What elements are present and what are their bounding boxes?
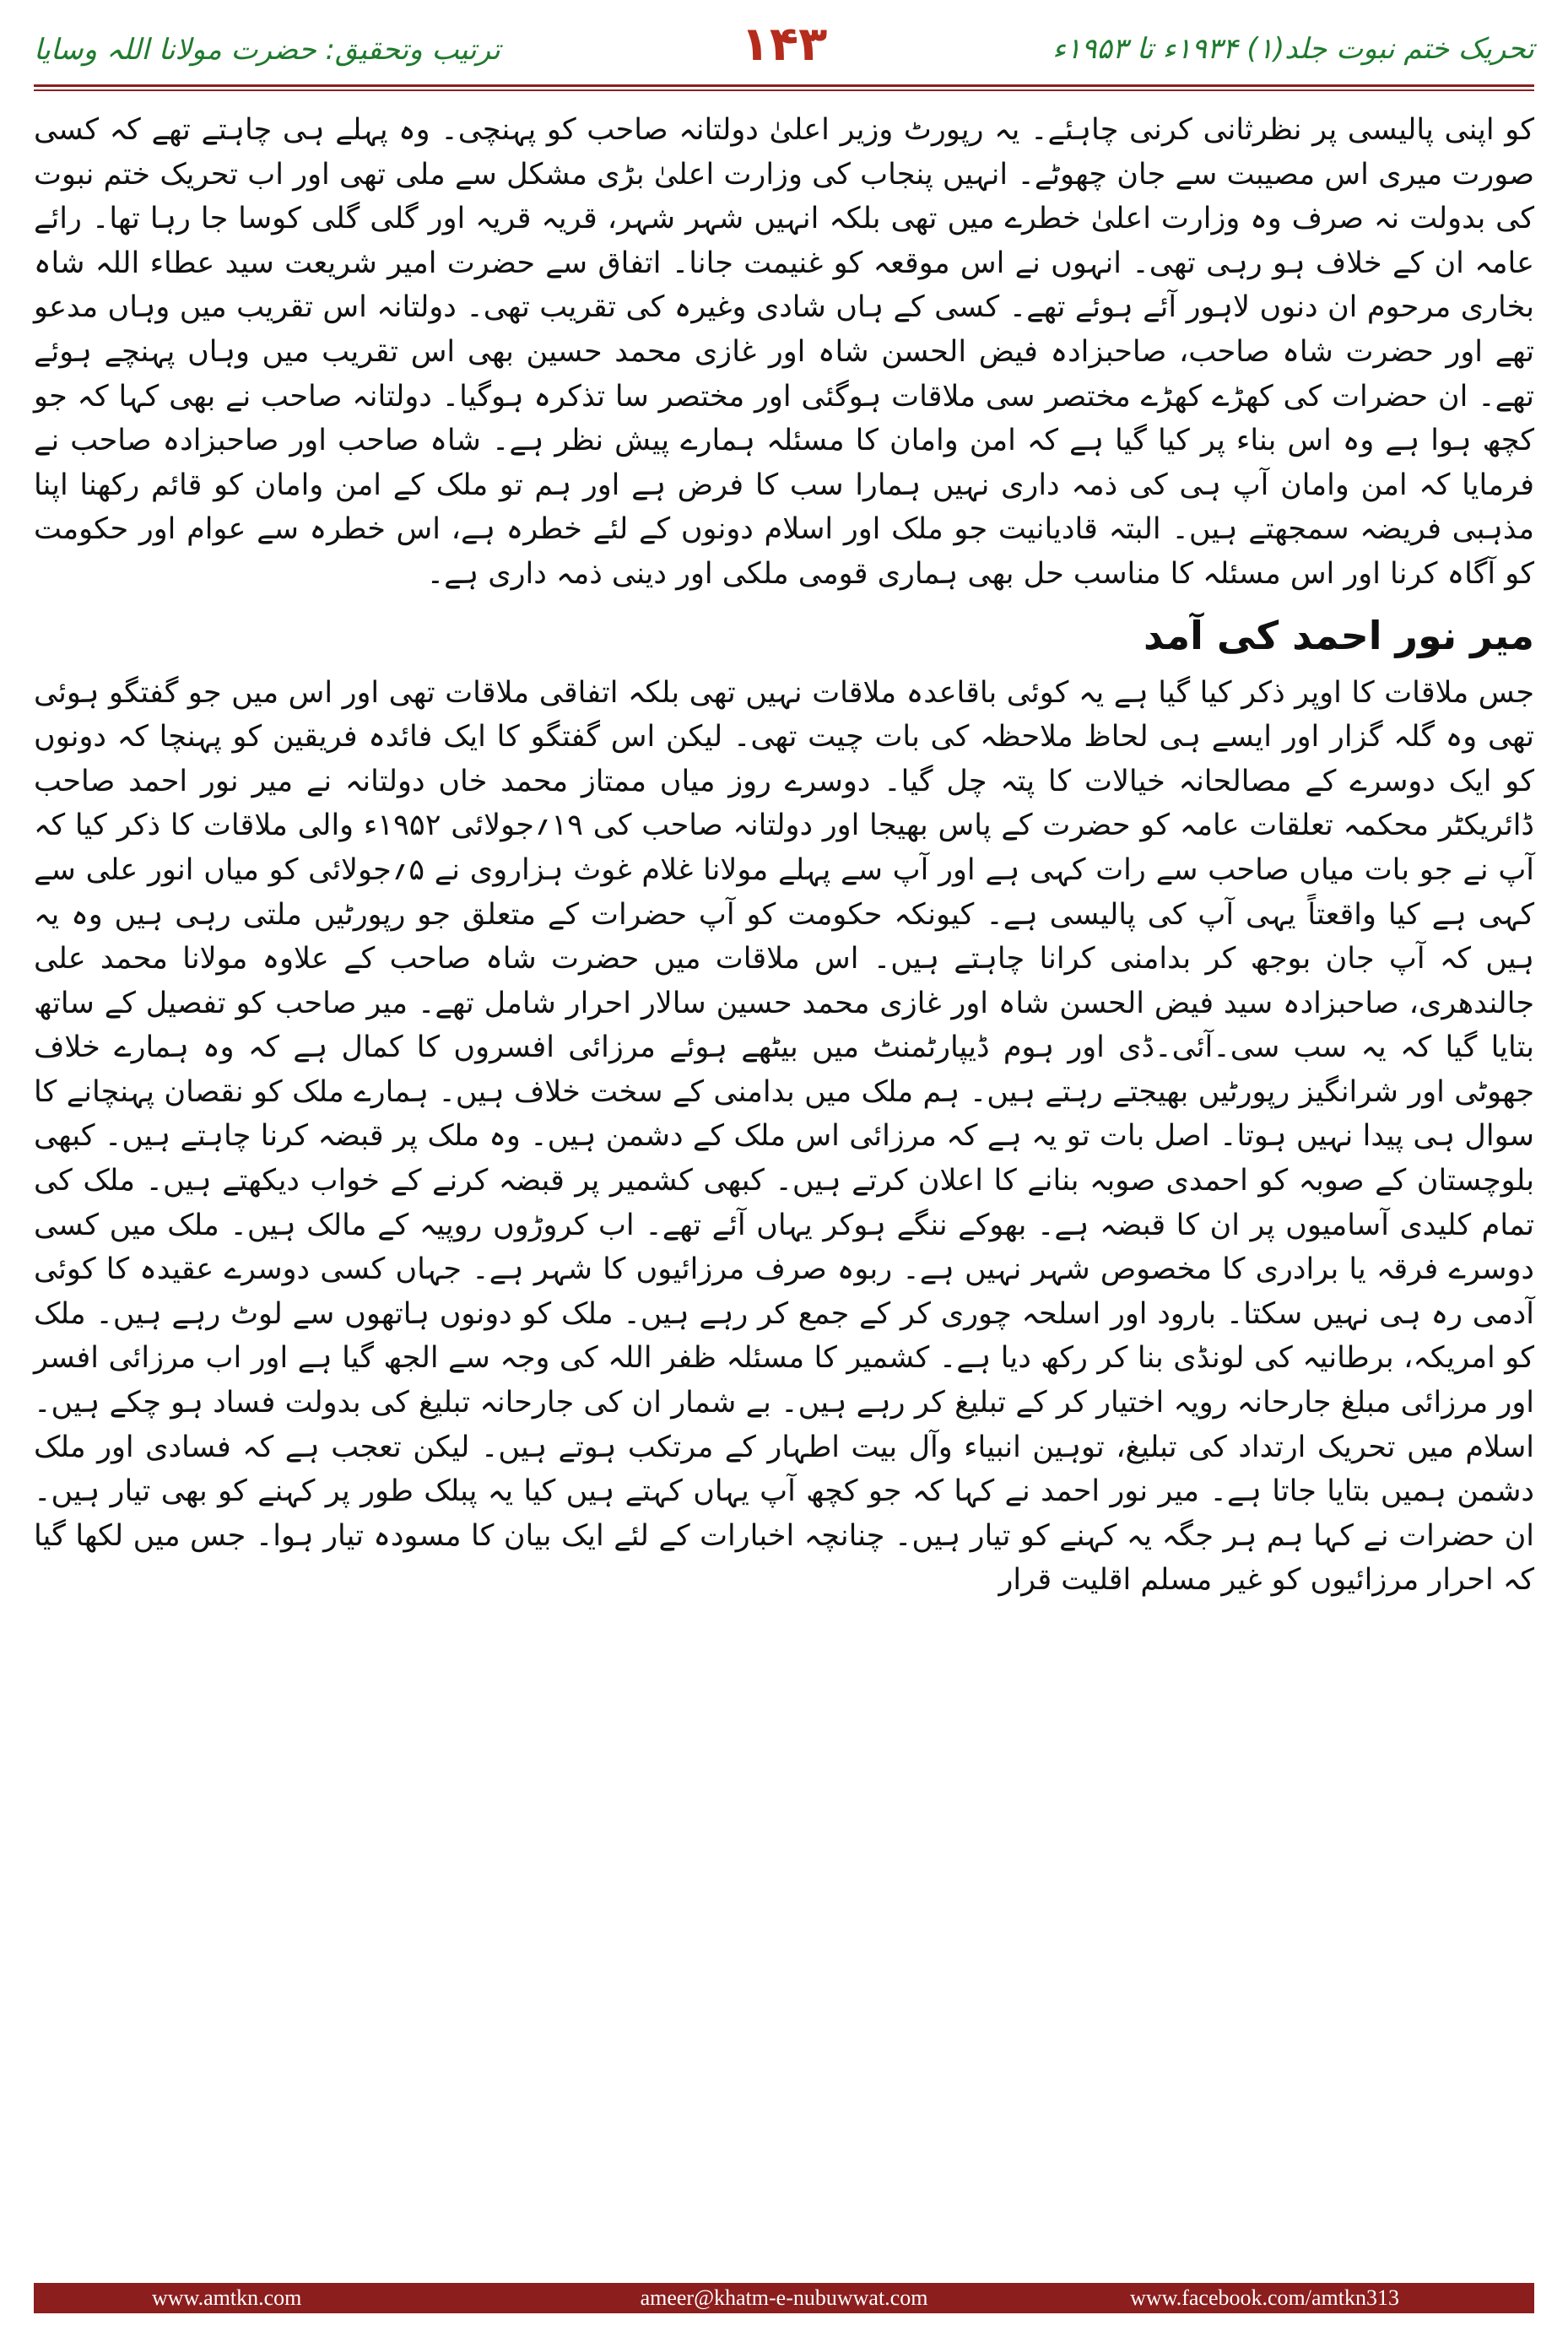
header-divider (34, 84, 1534, 87)
footer-email-link[interactable]: ameer@khatm-e-nubuwwat.com (640, 2285, 928, 2310)
page-header (0, 0, 1568, 84)
section-heading: میر نور احمد کی آمد (1144, 612, 1534, 658)
paragraph-2: جس ملاقات کا اوپر ذکر کیا گیا ہے یہ کوئی باقاعدہ ملاقات نہیں تھی بلکہ اتفاقی ملاقات تھی اور اس میں جو گفتگو ہوئی تھی وہ گلہ گزار اور ایسے ہی لحاظ ملاحظہ کی بات چیت تھی۔ لیکن اس گفتگو کا ایک فائدہ فریقین کو پہنچا کہ دونوں کو ایک دوسرے کے مصالحانہ خیالات کا پتہ چل گیا۔ دوسرے روز میاں ممتاز محمد خاں دولتانہ نے میر نور احمد صاحب ڈائریکٹر محکمہ تعلقات عامہ کو حضرت کے پاس بھیجا اور دولتانہ صاحب کی ۱۹؍جولائی ۱۹۵۲ء والی ملاقات کا ذکر کیا کہ آپ نے جو بات میاں صاحب سے رات کہی ہے اور آپ سے پہلے مولانا غلام غوث ہزاروی نے ۵؍جولائی کو میاں انور علی سے کہی ہے کیا واقعتاً یہی آپ کی پالیسی ہے۔ کیونکہ حکومت کو آپ حضرات کے متعلق جو رپورٹیں ملتی رہی ہیں وہ یہ ہیں کہ آپ جان بوجھ کر بدامنی کرانا چاہتے ہیں۔ اس ملاقات میں حضرت شاہ صاحب کے علاوہ مولانا محمد علی جالندھری، صاحبزادہ سید فیض الحسن شاہ اور غازی محمد حسین سالار احرار شامل تھے۔ میر صاحب کو تفصیل کے ساتھ بتایا گیا کہ یہ سب سی۔آئی۔ڈی اور ہوم ڈیپارٹمنٹ میں بیٹھے ہوئے مرزائی افسروں کا کمال ہے کہ وہ ہمارے خلاف جھوٹی اور شرانگیز رپورٹیں بھیجتے رہتے ہیں۔ ہم ملک میں بدامنی کے سخت خلاف ہیں۔ ہمارے ملک کو نقصان پہنچانے کا سوال ہی پیدا نہیں ہوتا۔ اصل بات تو یہ ہے کہ مرزائی اس ملک کے دشمن ہیں۔ وہ ملک پر قبضہ کرنا چاہتے ہیں۔ کبھی بلوچستان کے صوبہ کو احمدی صوبہ بنانے کا اعلان کرتے ہیں۔ کبھی کشمیر پر قبضہ کرنے کے خواب دیکھتے ہیں۔ ملک کی تمام کلیدی آسامیوں پر ان کا قبضہ ہے۔ بھوکے ننگے ہوکر یہاں آئے تھے۔ اب کروڑوں روپیہ کے مالک ہیں۔ ملک میں کسی دوسرے فرقہ یا برادری کا مخصوص شہر نہیں ہے۔ ربوہ صرف مرزائیوں کا شہر ہے۔ جہاں کسی دوسرے عقیدہ کا کوئی آدمی رہ ہی نہیں سکتا۔ بارود اور اسلحہ چوری کر کے جمع کر رہے ہیں۔ ملک کو دونوں ہاتھوں سے لوٹ رہے ہیں۔ ملک کو امریکہ، برطانیہ کی لونڈی بنا کر رکھ دیا ہے۔ کشمیر کا مسئلہ ظفر اللہ کی وجہ سے الجھ گیا ہے اور اب مرزائی افسر اور مرزائی مبلغ جارحانہ رویہ اختیار کر کے تبلیغ کر رہے ہیں۔ بے شمار ان کی جارحانہ تبلیغ کی بدولت فساد ہو چکے ہیں۔ اسلام میں تحریک ارتداد کی تبلیغ، توہین انبیاء وآل بیت اطہار کے مرتکب ہوتے ہیں۔ لیکن تعجب ہے کہ فسادی اور ملک دشمن ہمیں بتایا جاتا ہے۔ میر نور احمد نے کہا کہ جو کچھ آپ یہاں کہتے ہیں کیا یہ پبلک طور پر کہنے کو بھی تیار ہیں۔ ان حضرات نے کہا ہم ہر جگہ یہ کہنے کو تیار ہیں۔ چنانچہ اخبارات کے لئے ایک بیان کا مسودہ تیار ہوا۔ جس میں لکھا گیا کہ احرار مرزائیوں کو غیر مسلم اقلیت قرار (34, 675, 1534, 1598)
footer-facebook-link[interactable]: www.facebook.com/amtkn313 (1130, 2285, 1399, 2310)
footer-website-link[interactable]: www.amtkn.com (152, 2285, 302, 2310)
page-footer (34, 2283, 1534, 2313)
header-book-title: تحریک ختم نبوت جلد(۱) ۱۹۳۴ء تا ۱۹۵۳ء (1052, 32, 1534, 66)
article-body (34, 108, 1534, 1603)
header-compiler: ترتیب وتحقیق: حضرت مولانا اللہ وسایا (34, 33, 500, 67)
page-number: ۱۴۳ (740, 17, 828, 72)
header-divider-thin (34, 89, 1534, 91)
paragraph-1: کو اپنی پالیسی پر نظرثانی کرنی چاہئے۔ یہ رپورٹ وزیر اعلیٰ دولتانہ صاحب کو پہنچی۔ وہ پہلے ہی چاہتے تھے کہ کسی صورت میری اس مصیبت سے جان چھوٹے۔ انہیں پنجاب کی وزارت اعلیٰ بڑی مشکل سے ملی تھی اور اب تحریک ختم نبوت کی بدولت نہ صرف وہ وزارت اعلیٰ خطرے میں تھی بلکہ انہیں شہر شہر، قریہ قریہ اور گلی گلی کوسا جا رہا تھا۔ رائے عامہ ان کے خلاف ہو رہی تھی۔ انہوں نے اس موقعہ کو غنیمت جانا۔ اتفاق سے حضرت امیر شریعت سید عطاء اللہ شاہ بخاری مرحوم ان دنوں لاہور آئے ہوئے تھے۔ کسی کے ہاں شادی وغیرہ کی تقریب تھی۔ دولتانہ اس تقریب میں وہاں مدعو تھے اور حضرت شاہ صاحب، صاحبزادہ فیض الحسن شاہ اور غازی محمد حسین بھی اس تقریب میں وہاں پہنچے ہوئے تھے۔ ان حضرات کی کھڑے کھڑے مختصر سی ملاقات ہوگئی اور مختصر سا تذکرہ ہوگیا۔ دولتانہ صاحب نے بھی کہا کہ جو کچھ ہوا ہے وہ اس بناء پر کیا گیا ہے کہ امن وامان کا مسئلہ ہمارے پیش نظر ہے۔ شاہ صاحب اور صاحبزادہ صاحب نے فرمایا کہ امن وامان آپ ہی کی ذمہ داری نہیں ہمارا سب کا فرض ہے اور ہم تو ملک کے امن وامان کو قائم رکھنا اپنا مذہبی فریضہ سمجھتے ہیں۔ البتہ قادیانیت جو ملک اور اسلام دونوں کے لئے خطرہ ہے، اس خطرہ سے عوام اور حکومت کو آگاہ کرنا اور اس مسئلہ کا مناسب حل بھی ہماری قومی ملکی اور دینی ذمہ داری ہے۔ (34, 113, 1534, 591)
